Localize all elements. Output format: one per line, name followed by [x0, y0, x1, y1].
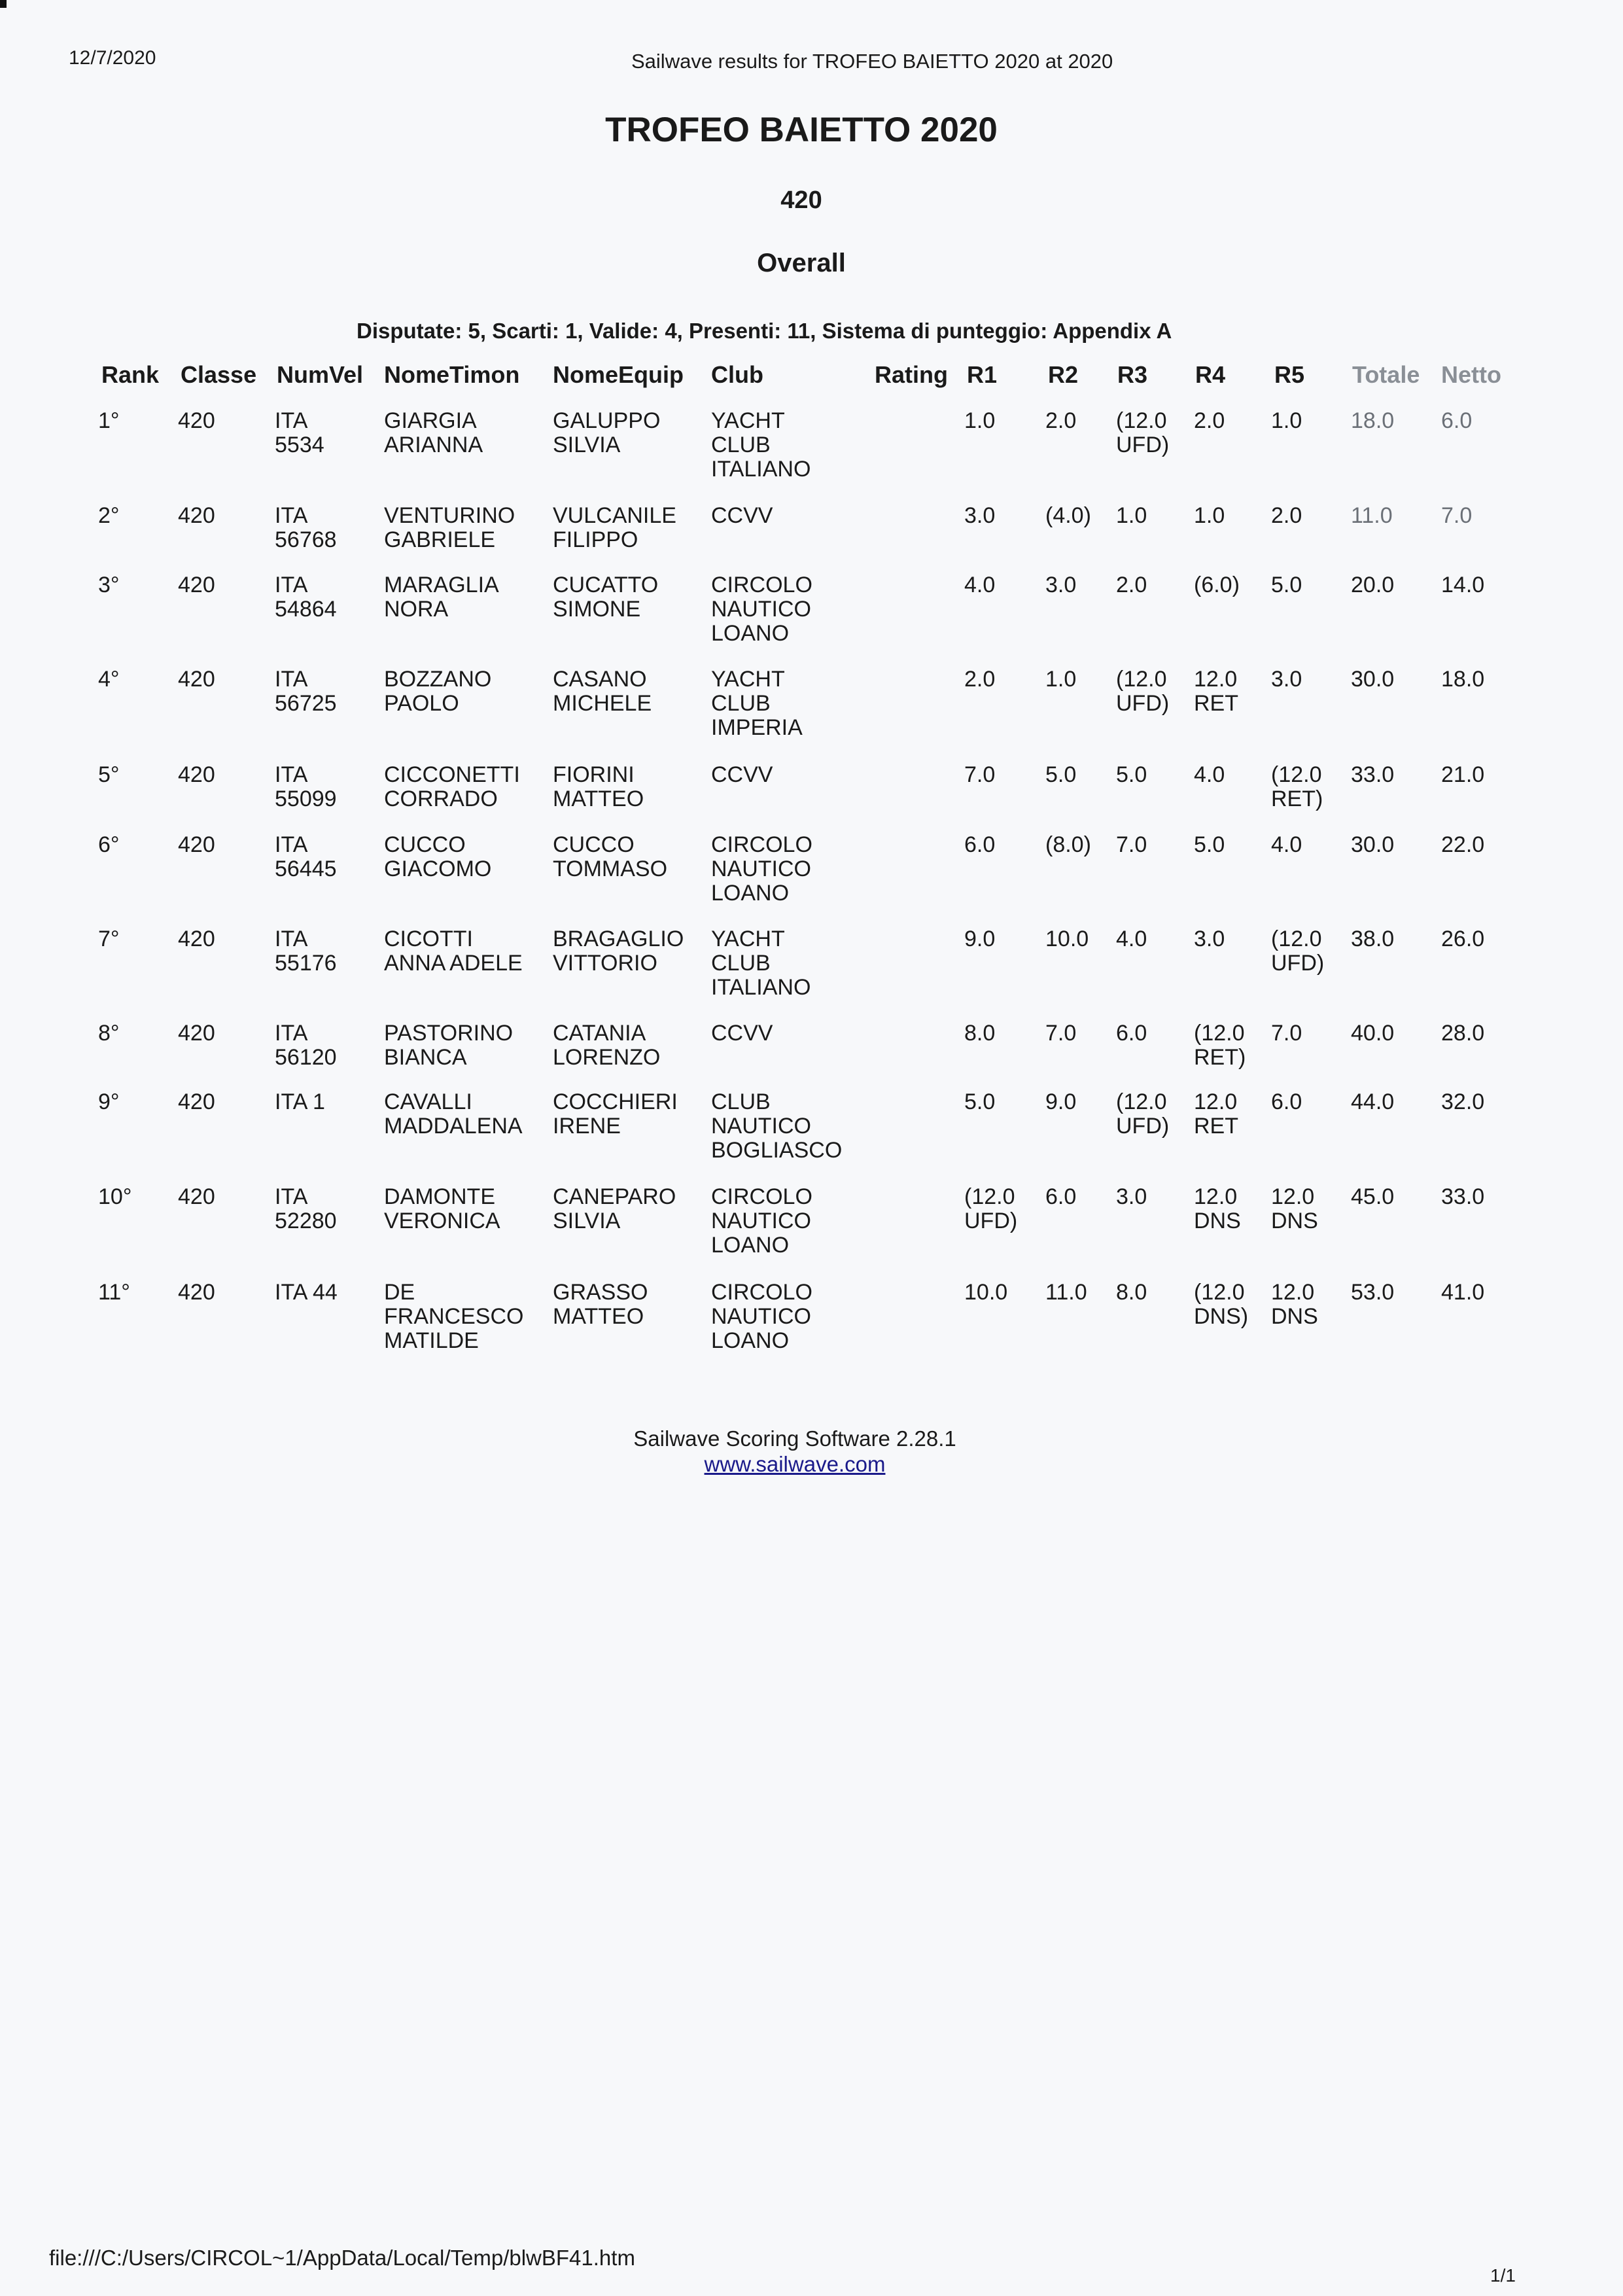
row-1-r5: 1.0 [1271, 408, 1302, 433]
row-4-timon: BOZZANO PAOLO [384, 667, 492, 716]
row-9-r2: 9.0 [1045, 1089, 1077, 1114]
row-3-r4: (6.0) [1194, 573, 1240, 597]
row-2-r3: 1.0 [1116, 503, 1147, 528]
row-6-timon: CUCCO GIACOMO [384, 832, 492, 881]
row-7-r2: 10.0 [1045, 927, 1089, 951]
row-6-r1: 6.0 [964, 832, 996, 857]
row-3-classe: 420 [178, 573, 215, 597]
row-2-rank: 2° [98, 503, 120, 528]
scan-corner-mark [0, 0, 7, 8]
row-11-rank: 11° [98, 1280, 130, 1305]
row-11-classe: 420 [178, 1280, 215, 1305]
row-10-rank: 10° [98, 1184, 132, 1209]
row-1-club: YACHT CLUB ITALIANO [711, 408, 811, 482]
row-8-numvel: ITA 56120 [275, 1021, 337, 1070]
row-2-numvel: ITA 56768 [275, 503, 337, 552]
col-header-totale: Totale [1352, 361, 1420, 388]
row-3-r5: 5.0 [1271, 573, 1302, 597]
row-11-netto: 41.0 [1441, 1280, 1485, 1305]
row-5-numvel: ITA 55099 [275, 762, 337, 811]
row-6-r3: 7.0 [1116, 832, 1147, 857]
row-1-r1: 1.0 [964, 408, 996, 433]
row-1-r3: (12.0 UFD) [1116, 408, 1170, 457]
row-8-rank: 8° [98, 1021, 120, 1046]
row-6-r5: 4.0 [1271, 832, 1302, 857]
row-5-netto: 21.0 [1441, 762, 1485, 787]
row-9-club: CLUB NAUTICO BOGLIASCO [711, 1089, 843, 1163]
row-3-club: CIRCOLO NAUTICO LOANO [711, 573, 812, 646]
row-1-equip: GALUPPO SILVIA [553, 408, 661, 457]
row-11-r2: 11.0 [1045, 1280, 1087, 1305]
row-4-r2: 1.0 [1045, 667, 1077, 692]
row-7-timon: CICOTTI ANNA ADELE [384, 927, 523, 976]
row-9-r1: 5.0 [964, 1089, 996, 1114]
row-2-club: CCVV [711, 503, 773, 528]
row-2-r2: (4.0) [1045, 503, 1091, 528]
row-2-netto: 7.0 [1441, 503, 1473, 528]
series-name: Overall [757, 249, 846, 277]
row-4-rank: 4° [98, 667, 120, 692]
sailwave-link[interactable]: www.sailwave.com [704, 1452, 886, 1476]
row-9-r4: 12.0 RET [1194, 1089, 1238, 1139]
class-name: 420 [780, 186, 822, 214]
row-5-r2: 5.0 [1045, 762, 1077, 787]
software-credit: Sailwave Scoring Software 2.28.1 [633, 1426, 956, 1451]
row-5-timon: CICCONETTI CORRADO [384, 762, 520, 811]
row-1-totale: 18.0 [1351, 408, 1395, 433]
series-info: Disputate: 5, Scarti: 1, Valide: 4, Presenti: 11, Sistema di punteggio: Appendix A [357, 319, 1172, 343]
row-4-r1: 2.0 [964, 667, 996, 692]
row-2-timon: VENTURINO GABRIELE [384, 503, 515, 552]
row-4-r4: 12.0 RET [1194, 667, 1238, 716]
row-10-r4: 12.0 DNS [1194, 1184, 1241, 1233]
row-9-numvel: ITA 1 [275, 1089, 325, 1114]
row-11-equip: GRASSO MATTEO [553, 1280, 648, 1329]
row-6-netto: 22.0 [1441, 832, 1485, 857]
row-7-r5: (12.0 UFD) [1271, 927, 1325, 976]
row-6-r2: (8.0) [1045, 832, 1091, 857]
row-4-club: YACHT CLUB IMPERIA [711, 667, 803, 740]
row-4-classe: 420 [178, 667, 215, 692]
row-5-club: CCVV [711, 762, 773, 787]
col-header-rating: Rating [875, 361, 948, 388]
row-6-classe: 420 [178, 832, 215, 857]
row-5-r3: 5.0 [1116, 762, 1147, 787]
event-title: TROFEO BAIETTO 2020 [605, 111, 998, 149]
row-6-rank: 6° [98, 832, 120, 857]
row-8-totale: 40.0 [1351, 1021, 1395, 1046]
row-5-rank: 5° [98, 762, 120, 787]
row-1-netto: 6.0 [1441, 408, 1473, 433]
row-11-r5: 12.0 DNS [1271, 1280, 1318, 1329]
row-10-club: CIRCOLO NAUTICO LOANO [711, 1184, 812, 1258]
row-10-totale: 45.0 [1351, 1184, 1395, 1209]
row-11-timon: DE FRANCESCO MATILDE [384, 1280, 524, 1353]
col-header-r3: R3 [1117, 361, 1148, 388]
row-3-numvel: ITA 54864 [275, 573, 337, 622]
row-2-r5: 2.0 [1271, 503, 1302, 528]
row-4-r3: (12.0 UFD) [1116, 667, 1170, 716]
row-8-netto: 28.0 [1441, 1021, 1485, 1046]
row-7-rank: 7° [98, 927, 120, 951]
row-1-rank: 1° [98, 408, 120, 433]
row-10-classe: 420 [178, 1184, 215, 1209]
col-header-nometimon: NomeTimon [384, 361, 520, 388]
row-3-netto: 14.0 [1441, 573, 1485, 597]
row-1-timon: GIARGIA ARIANNA [384, 408, 483, 457]
file-path: file:///C:/Users/CIRCOL~1/AppData/Local/Temp/blwBF41.htm [49, 2246, 635, 2270]
row-10-timon: DAMONTE VERONICA [384, 1184, 500, 1233]
row-6-equip: CUCCO TOMMASO [553, 832, 668, 881]
row-7-r1: 9.0 [964, 927, 996, 951]
row-3-r1: 4.0 [964, 573, 996, 597]
row-3-r3: 2.0 [1116, 573, 1147, 597]
row-3-totale: 20.0 [1351, 573, 1395, 597]
row-7-r4: 3.0 [1194, 927, 1225, 951]
row-9-equip: COCCHIERI IRENE [553, 1089, 678, 1139]
col-header-numvel: NumVel [277, 361, 364, 388]
row-5-r5: (12.0 RET) [1271, 762, 1323, 811]
row-7-equip: BRAGAGLIO VITTORIO [553, 927, 684, 976]
row-4-numvel: ITA 56725 [275, 667, 337, 716]
row-8-r2: 7.0 [1045, 1021, 1077, 1046]
row-10-netto: 33.0 [1441, 1184, 1485, 1209]
row-8-r5: 7.0 [1271, 1021, 1302, 1046]
row-3-r2: 3.0 [1045, 573, 1077, 597]
row-1-r2: 2.0 [1045, 408, 1077, 433]
col-header-r4: R4 [1195, 361, 1226, 388]
row-1-r4: 2.0 [1194, 408, 1225, 433]
row-11-r1: 10.0 [964, 1280, 1008, 1305]
col-header-club: Club [711, 361, 763, 388]
row-2-r1: 3.0 [964, 503, 996, 528]
row-5-totale: 33.0 [1351, 762, 1395, 787]
row-9-netto: 32.0 [1441, 1089, 1485, 1114]
row-5-r4: 4.0 [1194, 762, 1225, 787]
row-10-r2: 6.0 [1045, 1184, 1077, 1209]
row-9-r5: 6.0 [1271, 1089, 1302, 1114]
row-5-equip: FIORINI MATTEO [553, 762, 644, 811]
row-3-rank: 3° [98, 573, 120, 597]
row-5-classe: 420 [178, 762, 215, 787]
row-10-equip: CANEPARO SILVIA [553, 1184, 676, 1233]
row-7-r3: 4.0 [1116, 927, 1147, 951]
print-date: 12/7/2020 [69, 47, 156, 69]
row-1-numvel: ITA 5534 [275, 408, 324, 457]
row-8-r3: 6.0 [1116, 1021, 1147, 1046]
row-8-r1: 8.0 [964, 1021, 996, 1046]
row-4-r5: 3.0 [1271, 667, 1302, 692]
row-11-r4: (12.0 DNS) [1194, 1280, 1249, 1329]
col-header-r2: R2 [1048, 361, 1079, 388]
row-2-r4: 1.0 [1194, 503, 1225, 528]
row-9-r3: (12.0 UFD) [1116, 1089, 1170, 1139]
row-6-r4: 5.0 [1194, 832, 1225, 857]
row-11-club: CIRCOLO NAUTICO LOANO [711, 1280, 812, 1353]
row-7-netto: 26.0 [1441, 927, 1485, 951]
row-9-timon: CAVALLI MADDALENA [384, 1089, 523, 1139]
row-5-r1: 7.0 [964, 762, 996, 787]
row-2-classe: 420 [178, 503, 215, 528]
row-11-totale: 53.0 [1351, 1280, 1395, 1305]
row-7-numvel: ITA 55176 [275, 927, 337, 976]
col-header-classe: Classe [181, 361, 257, 388]
row-11-r3: 8.0 [1116, 1280, 1147, 1305]
row-7-classe: 420 [178, 927, 215, 951]
row-8-classe: 420 [178, 1021, 215, 1046]
row-6-totale: 30.0 [1351, 832, 1395, 857]
col-header-r1: R1 [967, 361, 998, 388]
row-4-netto: 18.0 [1441, 667, 1485, 692]
col-header-rank: Rank [101, 361, 160, 388]
row-4-totale: 30.0 [1351, 667, 1395, 692]
col-header-netto: Netto [1441, 361, 1501, 388]
row-9-classe: 420 [178, 1089, 215, 1114]
row-9-totale: 44.0 [1351, 1089, 1395, 1114]
print-page-title: Sailwave results for TROFEO BAIETTO 2020 at 2020 [631, 50, 1113, 73]
row-10-r3: 3.0 [1116, 1184, 1147, 1209]
row-6-club: CIRCOLO NAUTICO LOANO [711, 832, 812, 906]
row-6-numvel: ITA 56445 [275, 832, 337, 881]
row-3-equip: CUCATTO SIMONE [553, 573, 659, 622]
col-header-nomeequip: NomeEquip [553, 361, 684, 388]
page-number: 1/1 [1490, 2265, 1516, 2286]
row-8-club: CCVV [711, 1021, 773, 1046]
row-10-r5: 12.0 DNS [1271, 1184, 1318, 1233]
row-3-timon: MARAGLIA NORA [384, 573, 499, 622]
row-8-r4: (12.0 RET) [1194, 1021, 1246, 1070]
row-7-totale: 38.0 [1351, 927, 1395, 951]
row-9-rank: 9° [98, 1089, 120, 1114]
row-4-equip: CASANO MICHELE [553, 667, 652, 716]
row-8-equip: CATANIA LORENZO [553, 1021, 661, 1070]
col-header-r5: R5 [1274, 361, 1305, 388]
row-2-equip: VULCANILE FILIPPO [553, 503, 676, 552]
row-10-numvel: ITA 52280 [275, 1184, 337, 1233]
row-8-timon: PASTORINO BIANCA [384, 1021, 514, 1070]
row-11-numvel: ITA 44 [275, 1280, 338, 1305]
row-7-club: YACHT CLUB ITALIANO [711, 927, 811, 1000]
row-10-r1: (12.0 UFD) [964, 1184, 1018, 1233]
row-1-classe: 420 [178, 408, 215, 433]
row-2-totale: 11.0 [1351, 503, 1393, 528]
